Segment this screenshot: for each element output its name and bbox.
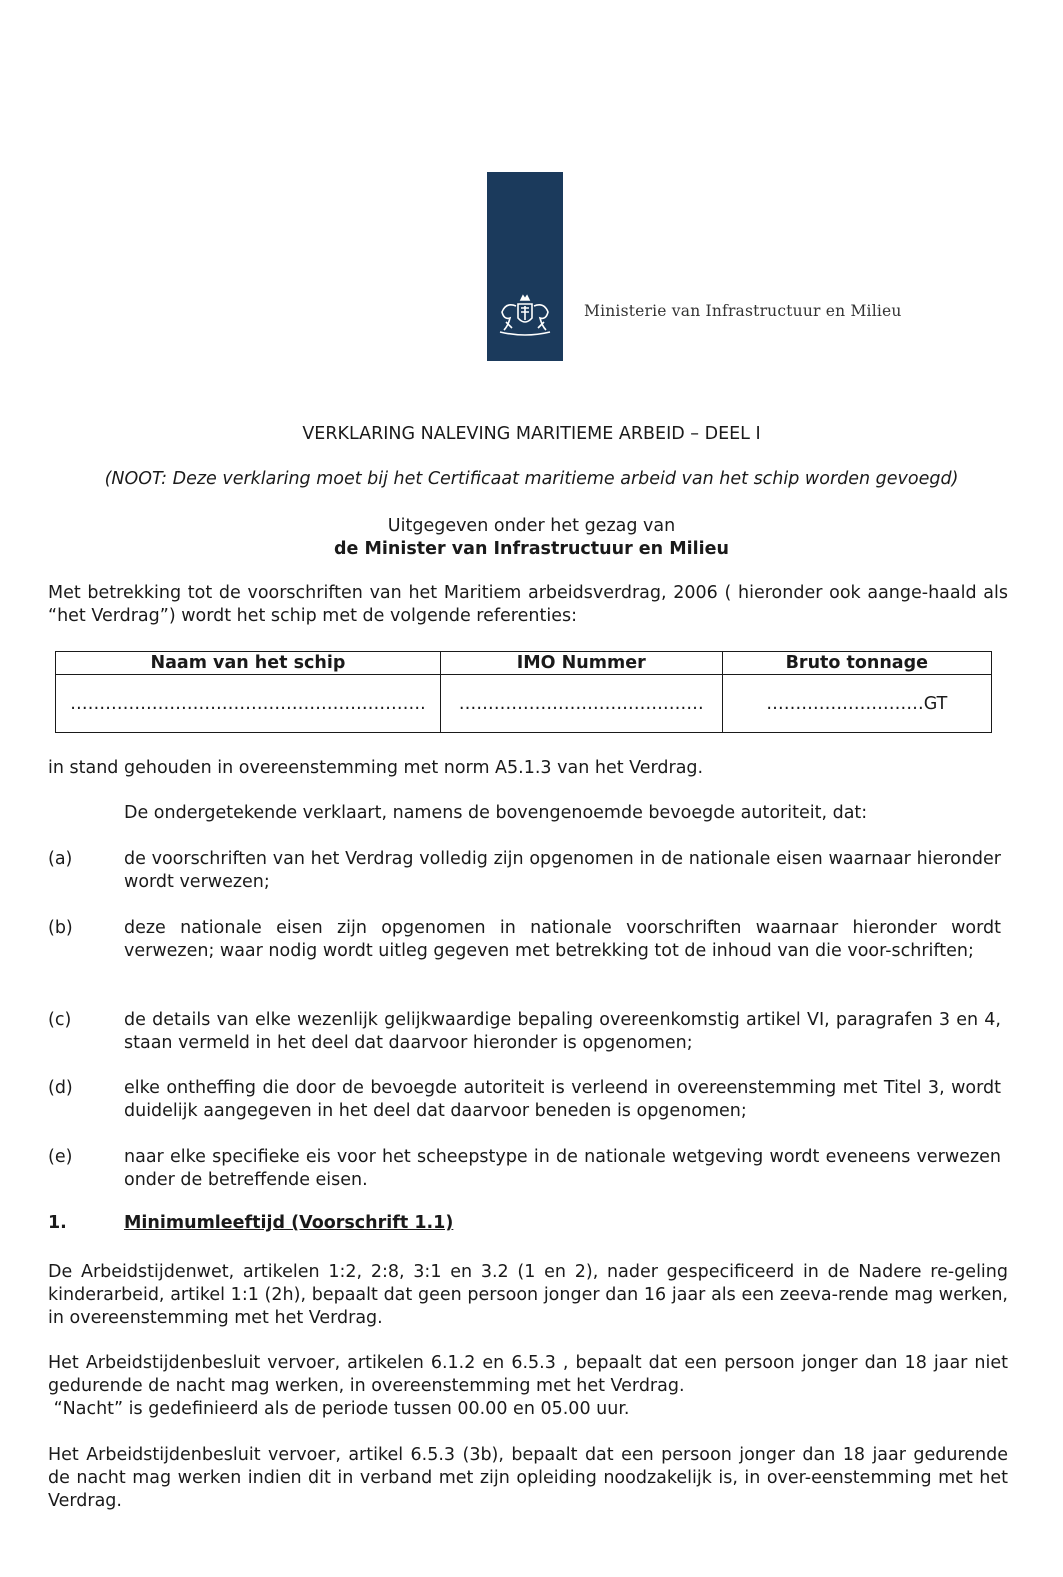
royal-coat-of-arms-icon bbox=[494, 292, 556, 340]
gross-tonnage-header: Bruto tonnage bbox=[722, 652, 991, 675]
document-title: VERKLARING NALEVING MARITIEME ARBEID – DEEL I bbox=[302, 424, 761, 444]
imo-number-field: …………………………………… bbox=[440, 675, 722, 733]
paragraph-text: Het Arbeidstijdenbesluit vervoer, artikelen 6.1.2 en 6.5.3 , bepaalt dat een persoon jonger dan 18 jaar niet gedurende de nacht mag werken, in overeenstemming met het Verdrag. bbox=[48, 1353, 1008, 1396]
declaration-paragraph bbox=[124, 802, 1004, 825]
intro-text: Met betrekking tot de voorschriften van het Maritiem arbeidsverdrag, 2006 ( hieronder ook aange-haald als “het Verdrag”) wordt het schip met de volgende referenties: bbox=[48, 583, 1008, 626]
ministry-logo-bar bbox=[487, 172, 563, 361]
issued-under-line: Uitgegeven onder het gezag van bbox=[387, 516, 676, 536]
gross-tonnage-field: ………………………GT bbox=[722, 675, 991, 733]
list-item-letter: (e) bbox=[48, 1147, 73, 1167]
section-paragraph bbox=[48, 1352, 1008, 1421]
compliance-paragraph bbox=[48, 757, 1008, 780]
ministry-name: Ministerie van Infrastructuur en Milieu bbox=[584, 302, 902, 320]
intro-paragraph bbox=[48, 582, 1008, 628]
list-item-text: deze nationale eisen zijn opgenomen in nationale voorschriften waarnaar hieronder wordt verwezen; waar nodig wordt uitleg gegeven met betrekking tot de inhoud van die voor-schriften; bbox=[124, 918, 1001, 961]
list-item-letter: (c) bbox=[48, 1010, 72, 1030]
section-heading bbox=[48, 1213, 453, 1233]
paragraph-text: De Arbeidstijdenwet, artikelen 1:2, 2:8, 3:1 en 3.2 (1 en 2), nader gespecificeerd in de Nadere re-geling kinderarbeid, artikel 1:1 (2h), bepaalt dat geen persoon jonger dan 16 jaar als een zeeva-rende mag werken, in overeenstemming met het Verdrag. bbox=[48, 1262, 1008, 1328]
section-paragraph bbox=[48, 1261, 1008, 1330]
ship-reference-table bbox=[55, 651, 992, 733]
table-row bbox=[56, 675, 992, 733]
declaration-text: De ondergetekende verklaart, namens de bovengenoemde bevoegde autoriteit, dat: bbox=[124, 803, 868, 823]
ship-name-header: Naam van het schip bbox=[56, 652, 441, 675]
list-item-letter: (b) bbox=[48, 918, 73, 938]
document-note: (NOOT: Deze verklaring moet bij het Certificaat maritieme arbeid van het schip worden gevoegd) bbox=[104, 469, 959, 489]
list-item bbox=[48, 917, 1001, 963]
paragraph-text: Het Arbeidstijdenbesluit vervoer, artikel 6.5.3 (3b), bepaalt dat een persoon jonger dan 18 jaar gedurende de nacht mag werken indien dit in verband met zijn opleiding noodzakelijk is, in over-eenstemming met het Verdrag. bbox=[48, 1445, 1008, 1511]
issuing-authority: de Minister van Infrastructuur en Milieu bbox=[334, 539, 729, 559]
list-item-letter: (d) bbox=[48, 1078, 73, 1098]
list-item-text: elke ontheffing die door de bevoegde autoriteit is verleend in overeenstemming met Titel 3, wordt duidelijk aangegeven in het deel dat daarvoor beneden is opgenomen; bbox=[124, 1078, 1001, 1121]
list-item-letter: (a) bbox=[48, 849, 73, 869]
list-item bbox=[48, 1009, 1001, 1055]
list-item bbox=[48, 1146, 1001, 1192]
section-title: Minimumleeftijd (Voorschrift 1.1) bbox=[124, 1213, 454, 1233]
section-number: 1. bbox=[48, 1213, 67, 1233]
section-paragraph bbox=[48, 1444, 1008, 1513]
list-item bbox=[48, 1077, 1001, 1123]
list-item-text: de details van elke wezenlijk gelijkwaardige bepaling overeenkomstig artikel VI, paragrafen 3 en 4, staan vermeld in het deel dat daarvoor hieronder is opgenomen; bbox=[124, 1010, 1001, 1053]
night-definition-text: “Nacht” is gedefinieerd als de periode tussen 00.00 en 05.00 uur. bbox=[48, 1399, 630, 1419]
compliance-text: in stand gehouden in overeenstemming met norm A5.1.3 van het Verdrag. bbox=[48, 758, 704, 778]
list-item-text: de voorschriften van het Verdrag volledig zijn opgenomen in de nationale eisen waarnaar hieronder wordt verwezen; bbox=[124, 849, 1001, 892]
ship-name-field: ……………………………………………………. bbox=[56, 675, 441, 733]
imo-number-header: IMO Nummer bbox=[440, 652, 722, 675]
table-header-row bbox=[56, 652, 992, 675]
list-item bbox=[48, 848, 1001, 894]
list-item-text: naar elke specifieke eis voor het scheepstype in de nationale wetgeving wordt eveneens verwezen onder de betreffende eisen. bbox=[124, 1147, 1001, 1190]
